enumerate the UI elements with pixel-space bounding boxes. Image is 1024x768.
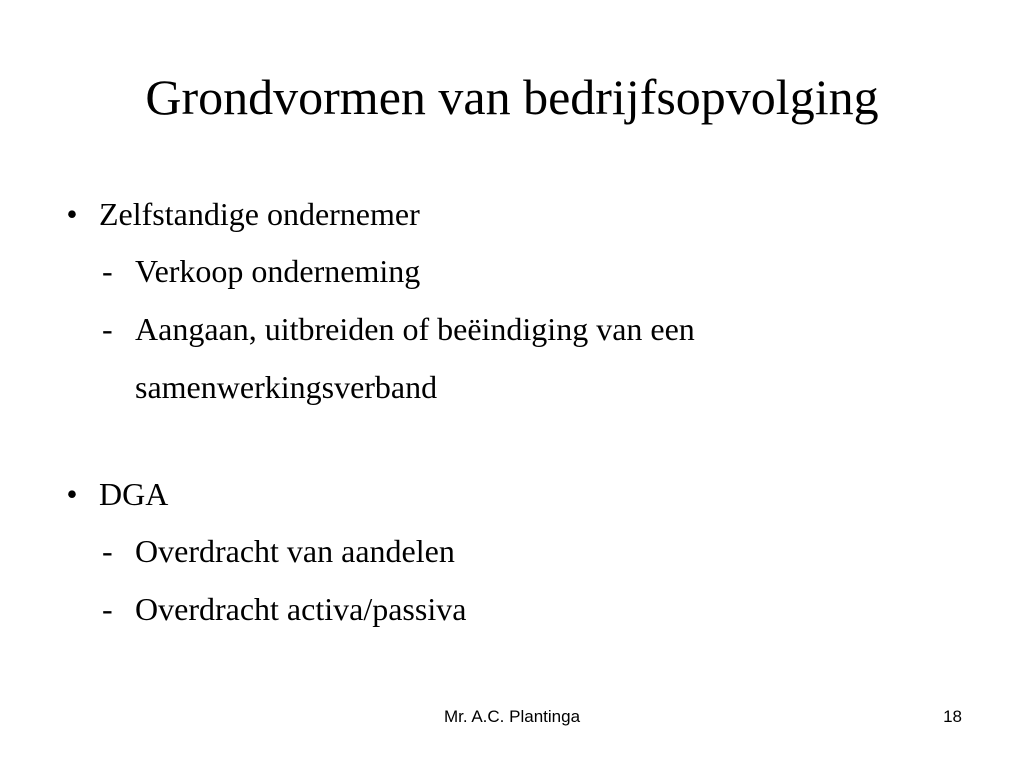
sub-item-samenwerkingsverband	[57, 300, 977, 358]
sub-item-overdracht-aandelen	[57, 522, 977, 580]
dash-icon: -	[102, 311, 113, 347]
dash-icon: -	[102, 533, 113, 569]
dash-icon: -	[102, 253, 113, 289]
bullet-text: DGA	[99, 476, 169, 512]
slide-content	[57, 186, 977, 638]
footer-page-number: 18	[943, 707, 962, 726]
bullet-text: Zelfstandige ondernemer	[99, 196, 420, 232]
bullet-icon: •	[66, 196, 78, 232]
dash-icon: -	[102, 591, 113, 627]
sub-item-text: Verkoop onderneming	[135, 253, 421, 289]
slide-title: Grondvormen van bedrijfsopvolging	[145, 69, 879, 125]
sub-item-text: Aangaan, uitbreiden of beëindiging van een	[135, 311, 695, 347]
section-spacer	[57, 416, 977, 466]
sub-item-text: Overdracht activa/passiva	[135, 591, 467, 627]
sub-item-text: Overdracht van aandelen	[135, 533, 455, 569]
bullet-zelfstandige-ondernemer	[57, 186, 977, 242]
sub-item-continuation: samenwerkingsverband	[135, 369, 438, 405]
sub-item-verkoop-onderneming	[57, 242, 977, 300]
sub-item-overdracht-activa-passiva	[57, 580, 977, 638]
footer-author: Mr. A.C. Plantinga	[443, 707, 581, 726]
bullet-dga	[57, 466, 977, 522]
bullet-icon: •	[66, 476, 78, 512]
